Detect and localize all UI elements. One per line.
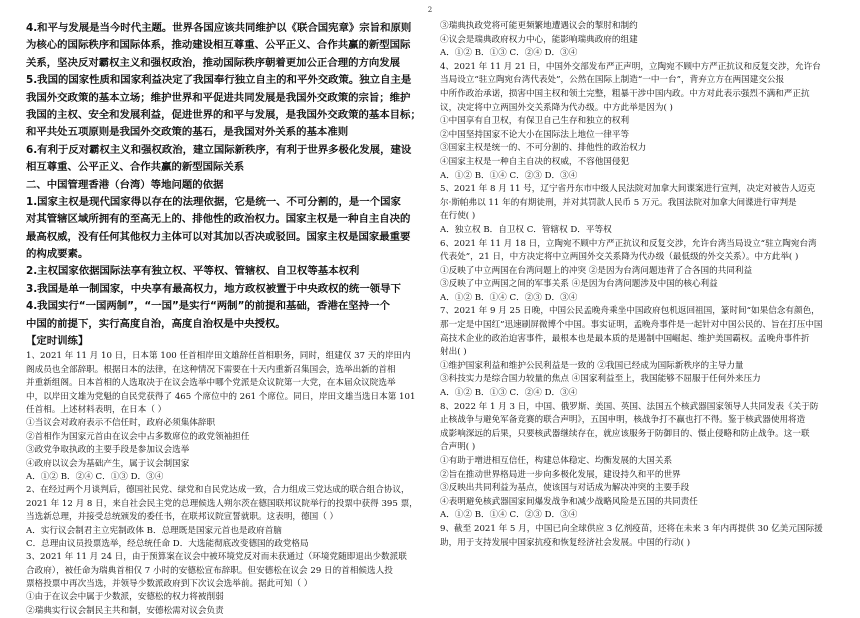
right-column xyxy=(440,20,840,550)
question-line: ③国家主权是统一的、不可分割的、排他性的政治权力 xyxy=(440,143,647,154)
question-line: 4、2021 年 11 月 21 日，中国外交部发布严正声明，立陶宛不顾中方严正抗议和反复交涉，允许台 xyxy=(440,61,821,72)
question-line: 高技术企业的政治迫害事件，最根本也是最本质的是遏制中国崛起、维护美国霸权。孟晚舟事件折 xyxy=(440,333,810,344)
question-line: 那一定是中国红”迅速刷屏微博个中国。事实证明，孟晚舟事件是一起针对中国公民的、旨在打压中国 xyxy=(440,320,823,331)
summary-line: 3.我国是单一制国家，中央享有最高权力，地方政权被置于中央政权的统一领导下 xyxy=(26,282,401,295)
question-line: 8、2022 年 1 月 3 日，中国、俄罗斯、美国、英国、法国五个核武器国家领导人共同发表《关于防 xyxy=(440,401,819,412)
summary-line: 我国外交政策的基本立场；维护世界和平促进共同发展是我国外交政策的宗旨；维护 xyxy=(26,91,411,104)
questions-right xyxy=(440,20,840,550)
question-line: 中，以岸田文雄为党魁的自民党获得了 465 个席位中的 261 个席位。同日，岸田文雄当选日本第 101 xyxy=(26,391,416,402)
question-line: 在行使( ) xyxy=(440,211,476,222)
question-line: ③瑞典执政党将可能更频繁地遭遇议会的掣肘和制约 xyxy=(440,21,638,31)
question-line: C．总理由议员投票选举，经总统任命 D．大选能彻底改变德国的政党格局 xyxy=(26,538,309,549)
question-line: ④国家主权是一种自主自决的权威，不容他国侵犯 xyxy=(440,156,630,167)
question-line: 6、2021 年 11 月 18 日，立陶宛不顾中方严正抗议和反复交涉，允许台湾当局设立“驻立陶宛台湾 xyxy=(440,238,817,249)
summary-line: 和平共处五项原则是我国外交政策的基石，是我国对外关系的基本准则 xyxy=(26,126,349,139)
question-line: A．独立权 B．自卫权 C．管辖权 D．平等权 xyxy=(440,224,612,235)
question-line: ④议会是瑞典政府权力中心，能影响瑞典政府的组建 xyxy=(440,34,638,45)
page-number: 2 xyxy=(427,6,433,14)
training-heading: 【定时训练】 xyxy=(26,335,89,348)
question-line: 2、在经过两个月谈判后，德国社民党、绿党和自民党达成一致，合力组成三党达成的联合组合协议， xyxy=(26,485,410,496)
question-line: ②中国坚持国家不论大小在国际法上地位一律平等 xyxy=(440,129,630,140)
question-line: 成影响深远的后果，只要核武器继续存在，就应该服务于防御目的、慑止侵略和防止战争。这一联 xyxy=(440,428,810,439)
question-line: ③反映了中立两国之间的军事关系 ④是因为台湾问题涉及中国的核心利益 xyxy=(440,279,718,290)
question-line: 尔·斯帕弗以 11 年的有期徒刑，并对其罚款人民币 5 万元。我国法院对加拿大间谍进行审判是 xyxy=(440,197,797,208)
question-line: ①当议会对政府表示不信任时，政府必须集体辞职 xyxy=(26,418,216,429)
question-line: A．实行议会制君主立宪制政体 B．总理既是国家元首也是政府首脑 xyxy=(26,525,282,536)
questions-left xyxy=(26,350,424,618)
summary-line: 关系，坚决反对霸权主义和强权政治，推动国际秩序朝着更加公正合理的方向发展 xyxy=(26,56,401,69)
question-line: 合政府），被任命为瑞典首相仅 7 小时的安德松宣布辞职。但安德松在议会 29 日的首相候选人投 xyxy=(26,565,393,576)
question-line: 阁成员也全部辞职。根据日本的法律，在这种情况下需要在十天内重新召集国会，选举出新的首相 xyxy=(26,364,396,375)
question-line: 当局设立“驻立陶宛台湾代表处”，公然在国际上制造“一中一台”，背弃立方在两国建交公报 xyxy=(440,75,785,86)
question-line: 7、2021 年 9 月 25 日晚，中国公民孟晚舟乘坐中国政府包机返回祖国，篆时间“如果信念有颜色， xyxy=(440,306,820,317)
summary-line: 对其管辖区域所拥有的至高无上的、排他性的政治权力。国家主权是一种自主自决的 xyxy=(26,213,411,226)
summary-line: 4.我国实行“一国两制”，“一国”是实行“两制”的前提和基础，香港在坚持一个 xyxy=(26,300,390,313)
question-line: 议，决定将中立两国外交关系降为代办级。中方此举是因为( ) xyxy=(440,102,673,113)
question-line: 射出( ) xyxy=(440,347,467,358)
question-line: A．①② B．①④ C．②③ D．③④ xyxy=(440,170,578,181)
summary-line: 的构成要素。 xyxy=(26,248,89,261)
question-line: 中所作政治承诺，损害中国主权和领土完整，粗暴干涉中国内政。中方对此表示强烈不满和严正抗 xyxy=(440,88,810,99)
question-line: ①反映了中立两国在台湾问题上的冲突 ②是因为台湾问题违背了合各国的共同利益 xyxy=(440,265,753,276)
question-line: ③科技实力是综合国力较量的焦点 ④国家利益至上，我国能够不屈服于任何外来压力 xyxy=(440,374,761,385)
summary-line: 相互尊重、公平正义、合作共赢的新型国际关系 xyxy=(26,161,245,174)
question-line: 3、2021 年 11 月 24 日，由于预算案在议会中被环境党反对而未获通过（环境党随即退出少数派联 xyxy=(26,552,407,563)
question-line: 助，用于支持发展中国家抗疫和恢复经济社会发展。中国的行动( ) xyxy=(440,537,691,548)
question-line: ②首相作为国家元首由在议会中占多数席位的政党领袖担任 xyxy=(26,431,250,442)
summary-line: 为核心的国际秩序和国际体系，推动建设相互尊重、公平正义、合作共赢的新型国际 xyxy=(26,39,411,52)
question-line: 5、2021 年 8 月 11 号，辽宁省丹东市中级人民法院对加拿大间谍案进行宣判，决定对被告人迈克 xyxy=(440,184,816,195)
question-line: ④表明避免核武器国家间爆发战争和减少战略风险是五国的共同责任 xyxy=(440,496,698,507)
question-line: ③政党争取执政的主要手段是参加议会选举 xyxy=(26,445,190,456)
question-line: 任首相。上述材料表明，在日本（ ） xyxy=(26,404,167,415)
question-line: ①由于在议会中属于少数派，安德松的权力将被削弱 xyxy=(26,592,224,603)
question-line: 并重新组阁。日本首相的人选取决于在议会选举中哪个党派是众议院第一大党，在本届众议院选举 xyxy=(26,378,396,389)
question-line: 2021 年 12 月 8 日，来自社会民主党的总理候选人朔尔茨在德国联邦议院举行的投票中获得 395 票， xyxy=(26,498,418,509)
question-line: 止核战争与避免军备竞赛的联合声明》，五国申明，核战争打不赢也打不得。鉴于核武器使用将造 xyxy=(440,415,806,426)
question-line: ④政府以议会为基础产生，属于议会制国家 xyxy=(26,458,190,469)
question-line: 9、截至 2021 年 5 月，中国已向全球供应 3 亿剂疫苗，还将在未来 3 年内再提供 30 亿美元国际援 xyxy=(440,523,823,534)
question-line: ③反映出共同利益为基点，使该国与对话成为解决冲突的主要手段 xyxy=(440,483,690,494)
summary-line: 我国的主权、安全和发展利益，促进世界的和平与发展，是我国外交政策的基本目标； xyxy=(26,108,421,121)
question-line: A．①② B．①③ C．②④ D．③④ xyxy=(440,388,578,399)
summary-line: 中国的前提下，实行高度自治，高度自治权是中央授权。 xyxy=(26,317,286,330)
summary-line: 4.和平与发展是当今时代主题。世界各国应该共同维护以《联合国宪章》宗旨和原则 xyxy=(26,22,412,34)
question-line: 代表处”，21 日，中方决定将中立两国外交关系降为代办级（最低级的外交关系）。中方此举( ) xyxy=(440,252,799,263)
question-line: ②旨在推动世界格局进一步向多极化发展，建设持久和平的世界 xyxy=(440,469,681,480)
left-column xyxy=(26,20,424,618)
question-line: 1、2021 年 11 月 10 日，日本第 100 任首相岸田文雄辞任首相职务，同时，组建仅 37 天的岸田内 xyxy=(26,351,411,362)
question-line: A．①② B．①④ C．②③ D．③④ xyxy=(440,292,578,303)
summary-line: 二、中国管理香港（台湾）等地问题的依据 xyxy=(26,178,224,191)
question-line: A．①② B．①④ C．②③ D．③④ xyxy=(440,510,578,521)
summary-line: 2.主权国家依据国际法享有独立权、平等权、管辖权、自卫权等基本权利 xyxy=(26,265,360,278)
question-line: 当选新总理，并接受总统颁发的委任书，在联邦议院宣誓就职。这表明，德国（ ） xyxy=(26,512,339,523)
question-line: ①维护国家利益和维护公民利益是一致的 ②我国已经成为国际新秩序的主导力量 xyxy=(440,360,744,371)
question-line: A．①② B．①③ C．②④ D．③④ xyxy=(440,48,578,59)
question-line: ①有助于增进相互信任，构建总体稳定、均衡发展的大国关系 xyxy=(440,456,673,466)
question-line: A．①② B．②④ C．①③ D．③④ xyxy=(26,471,164,482)
question-line: ①中国享有自卫权，有保卫自己生存和独立的权利 xyxy=(440,116,630,127)
summary-line: 1.国家主权是现代国家得以存在的法理依据，它是统一、不可分割的，是一个国家 xyxy=(26,195,401,208)
question-line: ②瑞典实行议会制民主共和制，安德松需对议会负责 xyxy=(26,605,224,616)
summary-line: 最高权威，没有任何其他权力主体可以对其加以否决或驳回。国家主权是国家最重要 xyxy=(26,230,411,243)
question-line: 票格投票中再次当选，并领导少数派政府到下次议会选举前。据此可知（ ） xyxy=(26,579,313,590)
question-line: 合声明( ) xyxy=(440,442,476,453)
summary-line: 6.有利于反对霸权主义和强权政治，建立国际新秩序，有利于世界多极化发展，建设 xyxy=(26,143,412,156)
summary-line: 5.我国的国家性质和国家利益决定了我国奉行独立自主的和平外交政策。独立自主是 xyxy=(26,74,412,87)
knowledge-summary xyxy=(26,20,424,333)
